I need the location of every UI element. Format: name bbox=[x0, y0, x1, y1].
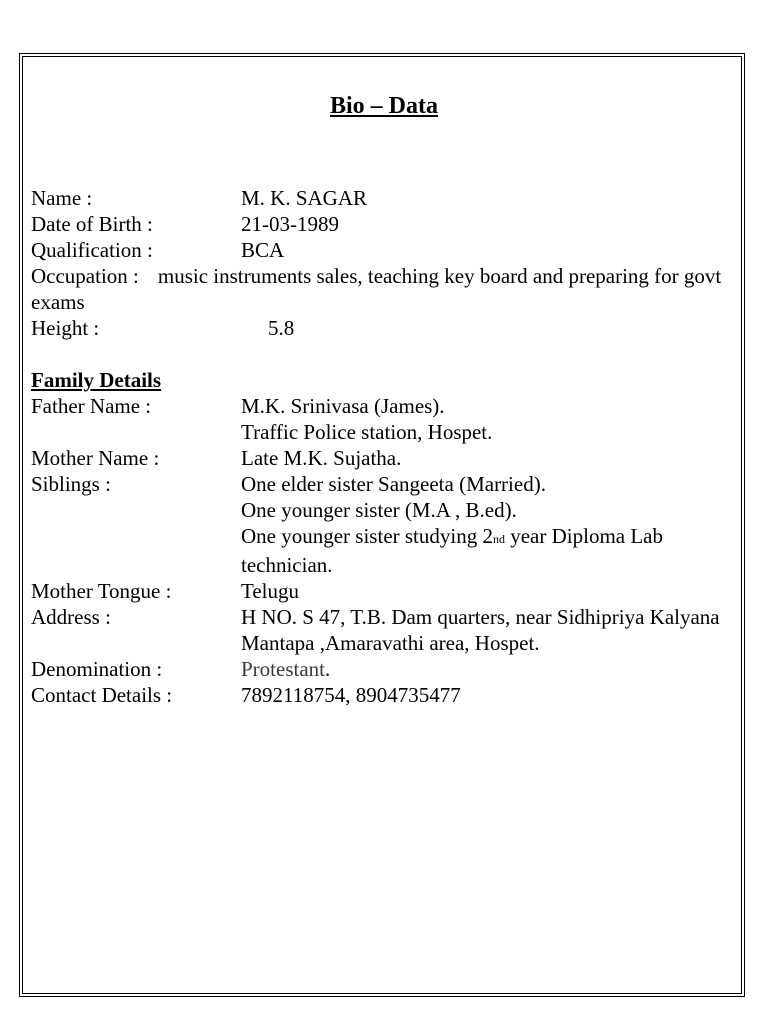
name-value: M. K. SAGAR bbox=[241, 186, 368, 210]
name-row bbox=[31, 185, 736, 211]
spacer bbox=[31, 341, 736, 367]
mother-tongue-label: Mother Tongue : bbox=[31, 579, 172, 603]
sibling-3 bbox=[241, 524, 663, 577]
denomination-label: Denomination : bbox=[31, 657, 163, 681]
denomination-row bbox=[31, 656, 736, 682]
siblings-value bbox=[241, 471, 736, 578]
qualification-row bbox=[31, 237, 736, 263]
sibling-3-rest: year Diploma Lab technician. bbox=[241, 524, 664, 577]
qualification-value: BCA bbox=[241, 238, 285, 262]
ordinal-suffix: nd bbox=[492, 532, 505, 546]
contact-label: Contact Details : bbox=[31, 683, 173, 707]
mother-row bbox=[31, 445, 736, 471]
father-row bbox=[31, 393, 736, 445]
qualification-label: Qualification : bbox=[31, 238, 153, 262]
mother-tongue-value: Telugu bbox=[241, 579, 300, 603]
mother-value: Late M.K. Sujatha. bbox=[241, 446, 402, 470]
height-row bbox=[31, 315, 736, 341]
father-name: M.K. Srinivasa (James). bbox=[241, 394, 445, 418]
biodata-content bbox=[31, 185, 736, 708]
document-title: Bio – Data bbox=[330, 93, 438, 119]
mother-tongue-row bbox=[31, 578, 736, 604]
father-label: Father Name : bbox=[31, 394, 152, 418]
sibling-1: One elder sister Sangeeta (Married). bbox=[241, 472, 546, 496]
denomination-period: . bbox=[325, 657, 331, 681]
dob-row bbox=[31, 211, 736, 237]
sibling-3-prefix: One younger sister studying 2 bbox=[241, 524, 493, 548]
denomination-text: Protestant bbox=[241, 657, 325, 681]
denomination-value bbox=[241, 656, 736, 682]
height-value: 5.8 bbox=[268, 316, 295, 340]
address-value: H NO. S 47, T.B. Dam quarters, near Sidhipriya Kalyana Mantapa ,Amaravathi area, Hospet. bbox=[241, 605, 720, 655]
mother-label: Mother Name : bbox=[31, 446, 160, 470]
occupation-value: music instruments sales, teaching key board and preparing for govt exams bbox=[31, 264, 722, 314]
contact-row bbox=[31, 682, 736, 708]
name-label: Name : bbox=[31, 186, 93, 210]
father-workplace: Traffic Police station, Hospet. bbox=[241, 420, 493, 444]
dob-label: Date of Birth : bbox=[31, 212, 153, 236]
height-label: Height : bbox=[31, 316, 100, 340]
father-value bbox=[241, 393, 736, 445]
dob-value: 21-03-1989 bbox=[241, 212, 339, 236]
family-details-heading: Family Details bbox=[31, 368, 162, 392]
sibling-2: One younger sister (M.A , B.ed). bbox=[241, 498, 517, 522]
siblings-label: Siblings : bbox=[31, 472, 111, 496]
address-label: Address : bbox=[31, 605, 111, 629]
occupation-row bbox=[31, 263, 736, 315]
siblings-row bbox=[31, 471, 736, 578]
address-row bbox=[31, 604, 736, 656]
occupation-label: Occupation : bbox=[31, 264, 139, 288]
contact-value: 7892118754, 8904735477 bbox=[241, 683, 461, 707]
